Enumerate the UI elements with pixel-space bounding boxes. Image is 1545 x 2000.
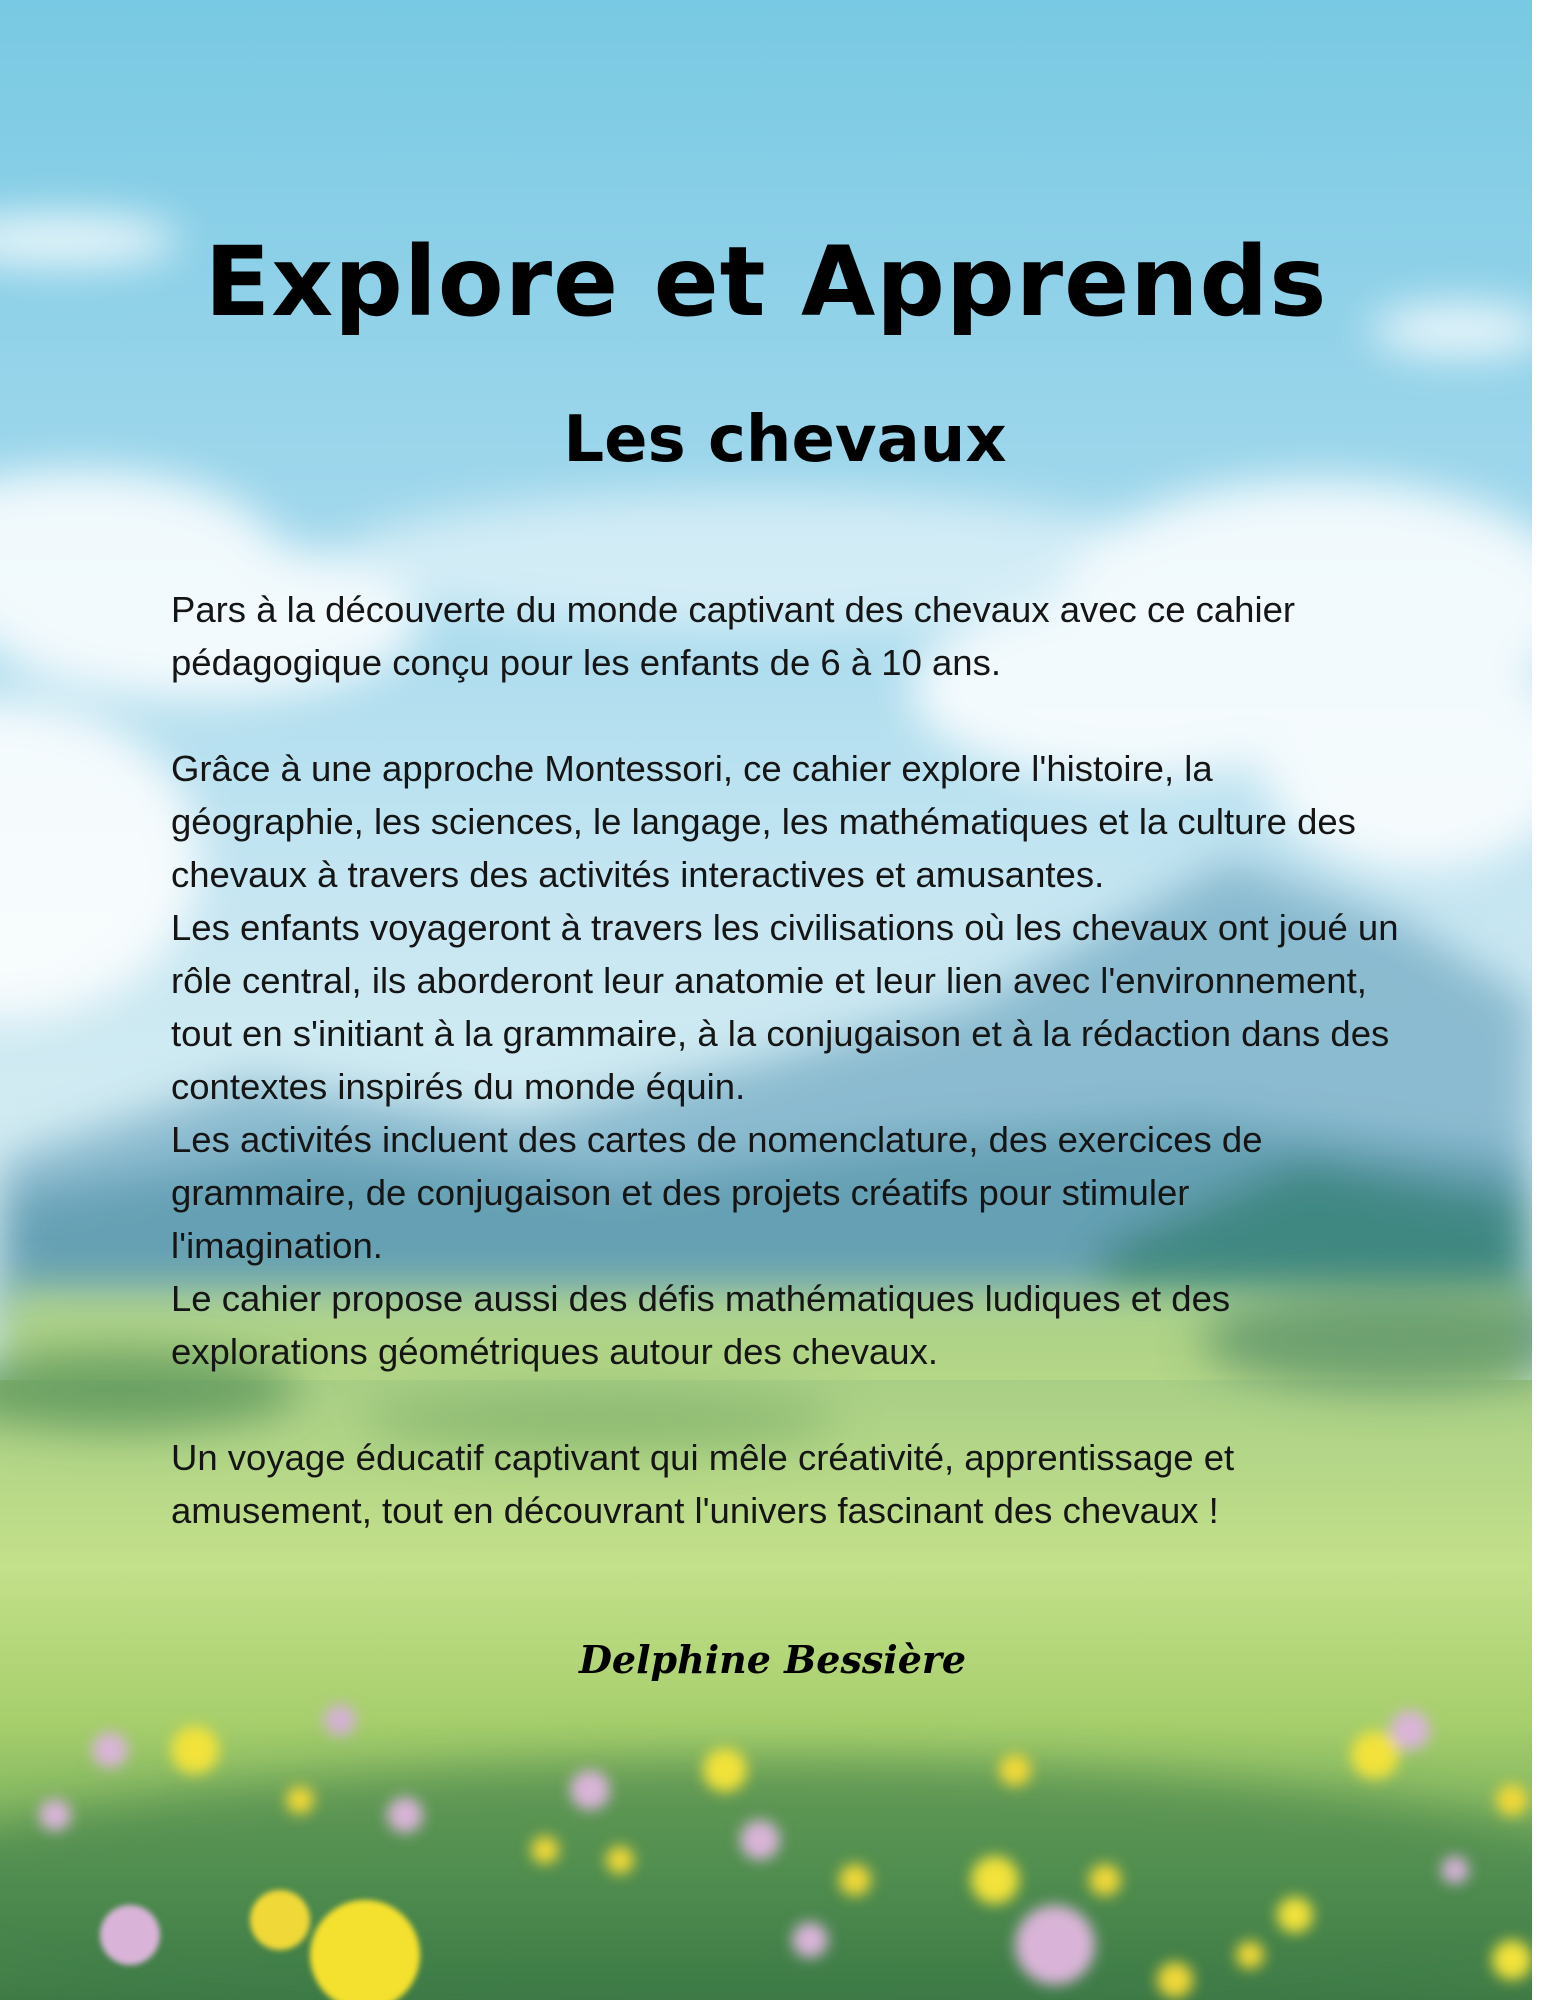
civilisations-paragraph: Les enfants voyageront à travers les civilisations où les chevaux ont joué un rôle central, ils aborderont leur anatomie et leur lien avec l'environnement, tout en s'initiant à la grammaire, à la conjugaison et à la rédaction dans des contextes inspirés du monde équin. bbox=[171, 907, 1399, 1107]
paragraph-spacer bbox=[171, 689, 1411, 742]
method-paragraph: Grâce à une approche Montessori, ce cahier explore l'histoire, la géographie, les sciences, le langage, les mathématiques et la culture des chevaux à travers des activités interactives et amusantes. bbox=[171, 748, 1356, 895]
book-subtitle: Les chevaux bbox=[563, 403, 1007, 477]
book-title: Explore et Apprends bbox=[204, 226, 1328, 338]
paragraph-spacer bbox=[171, 1378, 1411, 1431]
intro-paragraph: Pars à la découverte du monde captivant des chevaux avec ce cahier pédagogique conçu pour les enfants de 6 à 10 ans. bbox=[171, 589, 1296, 683]
activities-paragraph: Les activités incluent des cartes de nomenclature, des exercices de grammaire, de conjugaison et des projets créatifs pour stimuler l'imagination. bbox=[171, 1119, 1263, 1266]
math-paragraph: Le cahier propose aussi des défis mathématiques ludiques et des explorations géométriques autour des chevaux. bbox=[171, 1278, 1231, 1372]
author-name: Delphine Bessière bbox=[578, 1637, 967, 1682]
closing-paragraph: Un voyage éducatif captivant qui mêle créativité, apprentissage et amusement, tout en découvrant l'univers fascinant des chevaux ! bbox=[171, 1437, 1235, 1531]
description-text bbox=[171, 583, 1411, 1537]
